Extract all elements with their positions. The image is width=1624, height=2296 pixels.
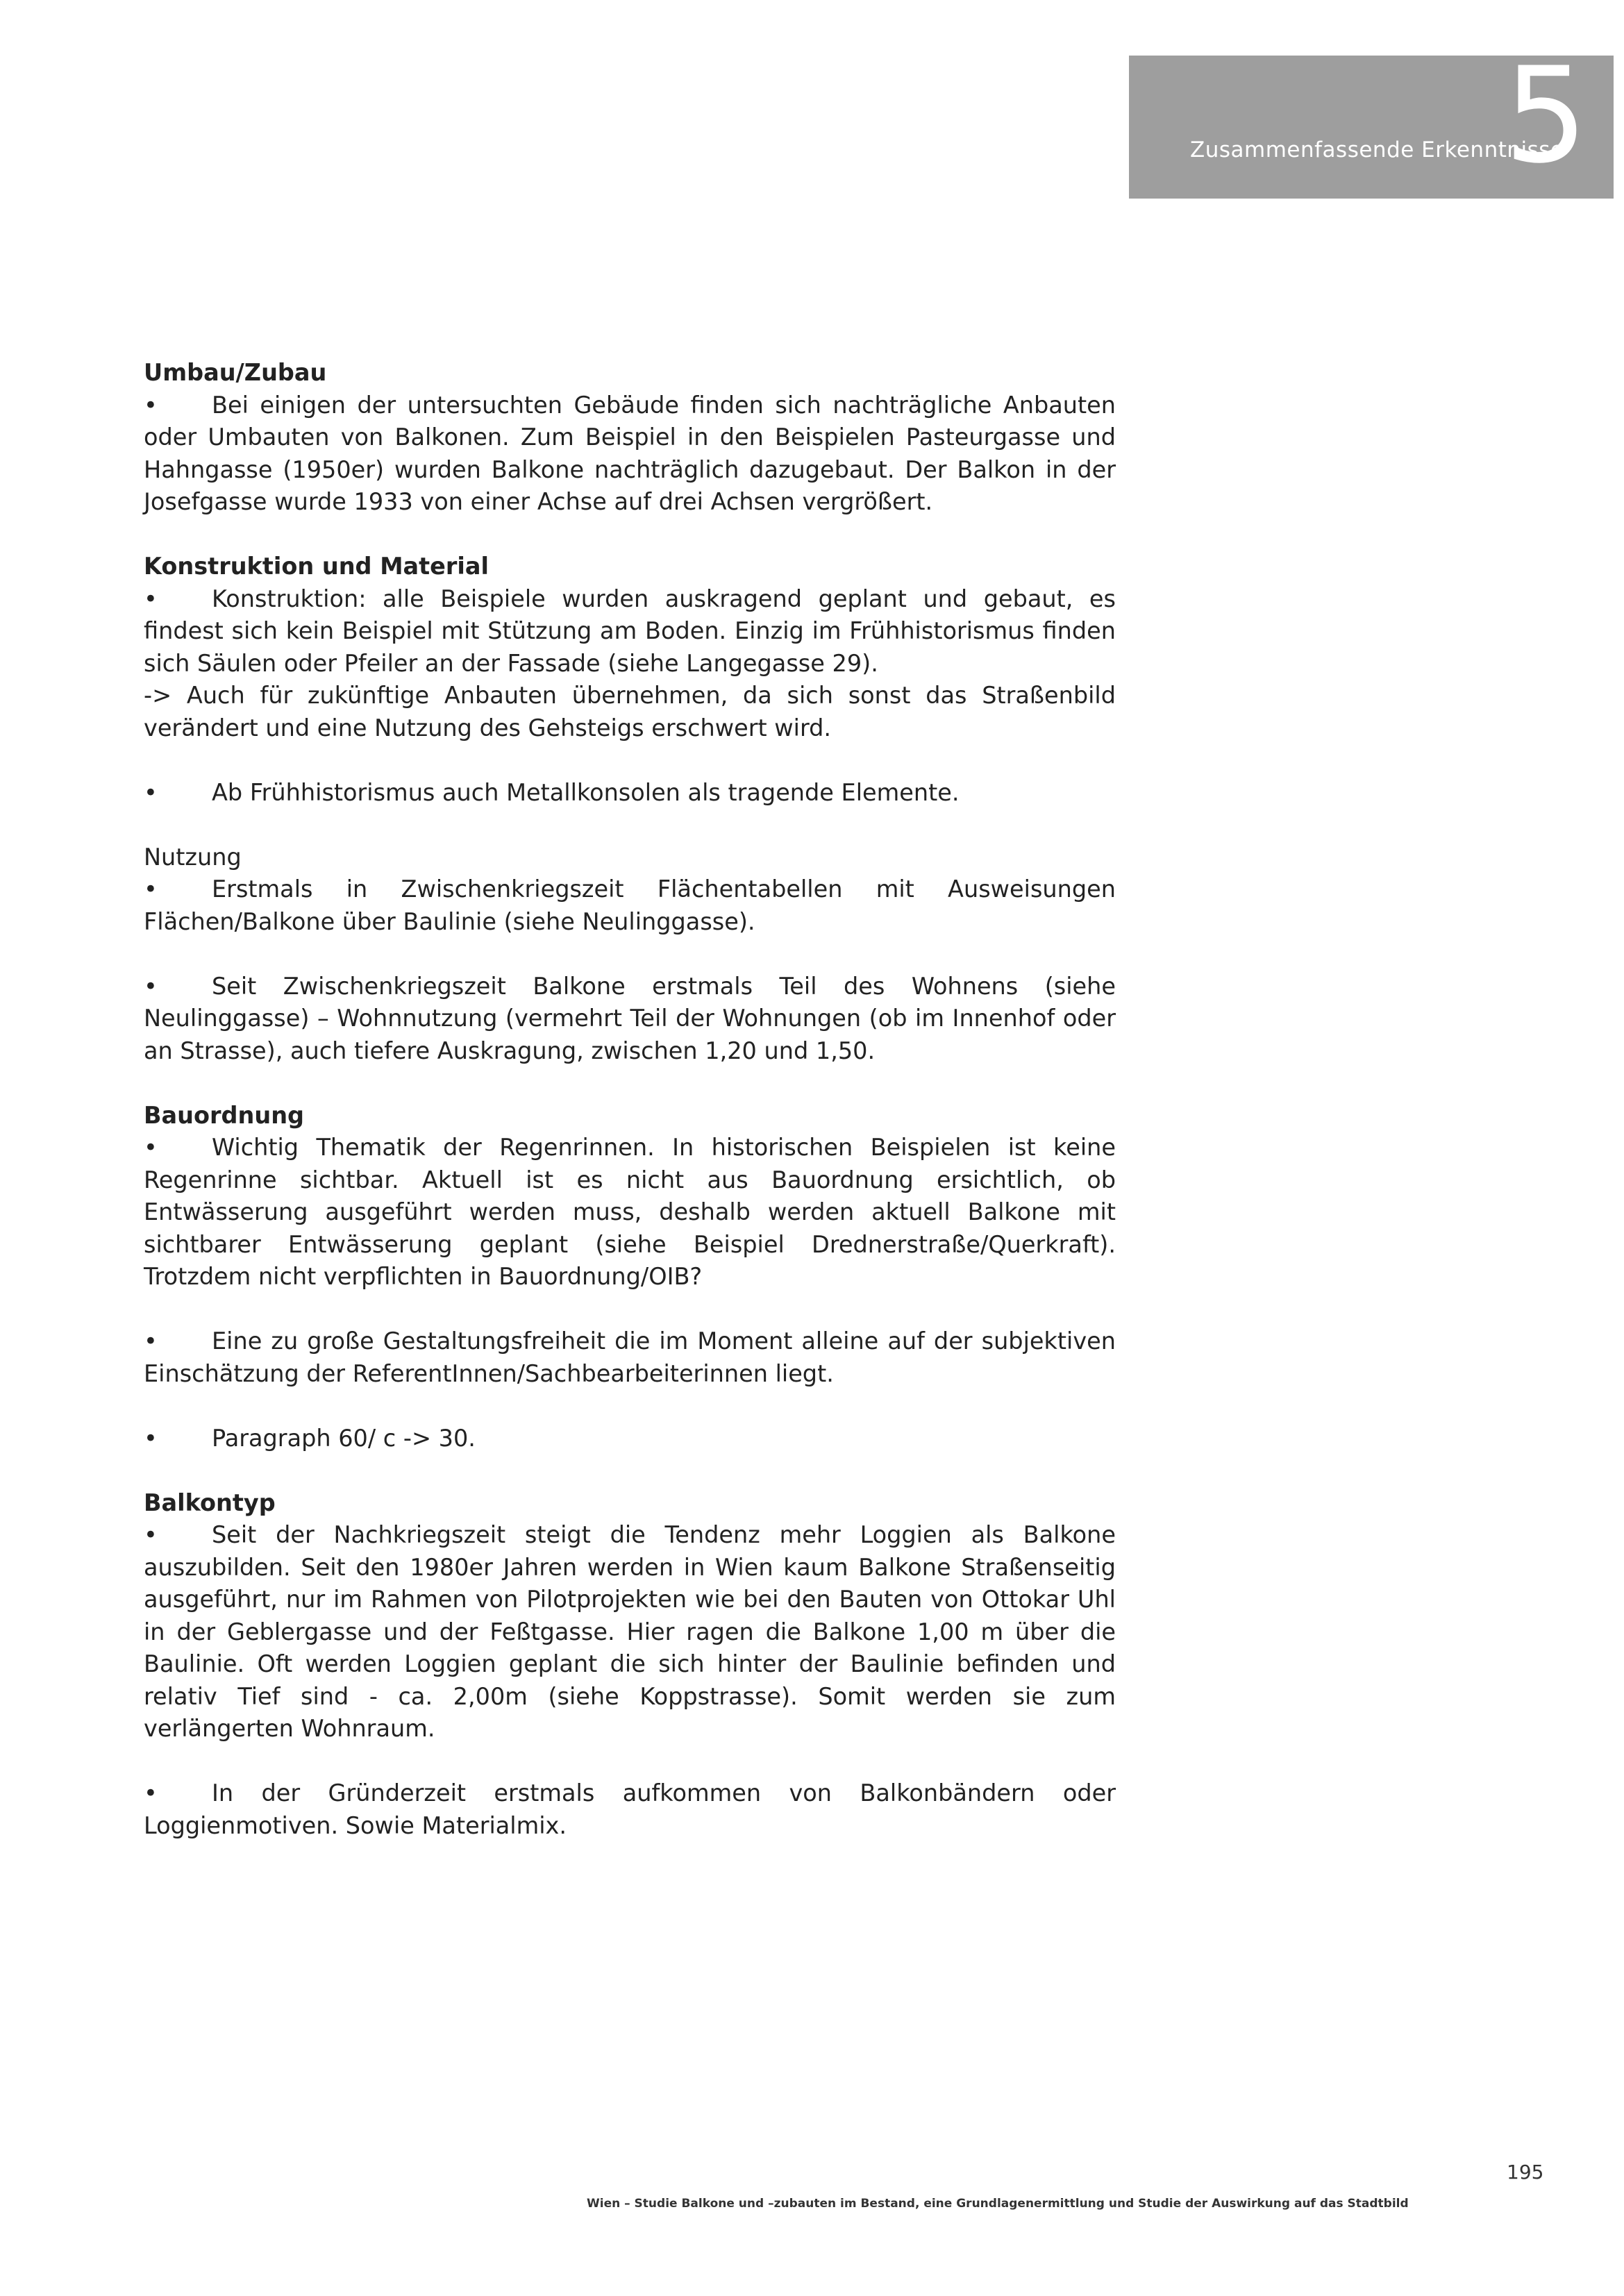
note-paragraph bbox=[144, 680, 1116, 744]
bullet-marker: • bbox=[144, 778, 158, 806]
section-bauordnung bbox=[144, 1100, 1116, 1455]
bullet-marker: • bbox=[144, 1327, 158, 1355]
chapter-title: Zusammenfassende Erkenntnisse bbox=[1190, 137, 1564, 162]
paragraph-text: -> Auch für zukünftige Anbauten übernehmen, da sich sonst das Straßenbild verändert und eine Nutzung des Gehsteigs erschwert wird. bbox=[144, 682, 1116, 741]
paragraph-text: Erstmals in Zwischenkriegszeit Flächentabellen mit Ausweisungen Flächen/Balkone über Baulinie (siehe Neulinggasse). bbox=[144, 875, 1116, 935]
section-heading: Nutzung bbox=[144, 843, 242, 871]
paragraph-text: Paragraph 60/ c -> 30. bbox=[212, 1424, 476, 1452]
paragraph-text: Ab Frühhistorismus auch Metallkonsolen als tragende Elemente. bbox=[212, 778, 960, 806]
paragraph-text: Seit Zwischenkriegszeit Balkone erstmals Teil des Wohnens (siehe Neulinggasse) – Wohnnutzung (vermehrt Teil der Wohnungen (ob im Innenhof oder an Strasse), auch tiefere Auskragung, zwischen 1,20 und 1,50. bbox=[144, 972, 1116, 1064]
bullet-marker: • bbox=[144, 972, 158, 1000]
bullet-marker: • bbox=[144, 585, 158, 612]
section-heading: Balkontyp bbox=[144, 1489, 276, 1516]
bullet-paragraph bbox=[144, 1132, 1116, 1293]
section-heading: Konstruktion und Material bbox=[144, 553, 489, 580]
paragraph-text: Eine zu große Gestaltungsfreiheit die im Moment alleine auf der subjektiven Einschätzung der ReferentInnen/Sachbearbeiterinnen liegt. bbox=[144, 1327, 1116, 1387]
bullet-marker: • bbox=[144, 391, 158, 419]
paragraph-text: Konstruktion: alle Beispiele wurden auskragend geplant und gebaut, es findest sich kein Beispiel mit Stützung am Boden. Einzig im Frühhistorismus finden sich Säulen oder Pfeiler an der Fassade (siehe Langegasse 29). bbox=[144, 585, 1116, 677]
bullet-marker: • bbox=[144, 875, 158, 903]
bullet-paragraph bbox=[144, 1519, 1116, 1745]
paragraph-text: Bei einigen der untersuchten Gebäude finden sich nachträgliche Anbauten oder Umbauten von Balkonen. Zum Beispiel in den Beispielen Pasteurgasse und Hahngasse (1950er) wurden Balkone nachträglich dazugebaut. Der Balkon in der Josefgasse wurde 1933 von einer Achse auf drei Achsen vergrößert. bbox=[144, 391, 1116, 515]
bullet-paragraph bbox=[144, 583, 1116, 680]
bullet-paragraph bbox=[144, 971, 1116, 1068]
page-number: 195 bbox=[1507, 2161, 1544, 2184]
section-heading: Bauordnung bbox=[144, 1101, 305, 1129]
bullet-paragraph bbox=[144, 777, 1116, 810]
section-umbau-zubau bbox=[144, 357, 1116, 519]
bullet-marker: • bbox=[144, 1779, 158, 1807]
chapter-header-tab bbox=[1129, 39, 1614, 199]
paragraph-text: Wichtig Thematik der Regenrinnen. In historischen Beispielen ist keine Regenrinne sichtbar. Aktuell ist es nicht aus Bauordnung ersichtlich, ob Entwässerung ausgeführt werden muss, deshalb werden aktuell Balkone mit sichtbarer Entwässerung geplant (siehe Beispiel Drednerstraße/Querkraft). Trotzdem nicht verpflichten in Bauordnung/OIB? bbox=[144, 1134, 1116, 1290]
bullet-paragraph bbox=[144, 389, 1116, 519]
main-content bbox=[144, 357, 1116, 1875]
bullet-paragraph bbox=[144, 1777, 1116, 1842]
bullet-marker: • bbox=[144, 1424, 158, 1452]
bullet-paragraph bbox=[144, 1423, 1116, 1455]
section-heading: Umbau/Zubau bbox=[144, 359, 327, 386]
chapter-number: 5 bbox=[1504, 39, 1588, 192]
section-nutzung bbox=[144, 841, 1116, 1068]
section-konstruktion-material bbox=[144, 551, 1116, 809]
bullet-paragraph bbox=[144, 873, 1116, 938]
section-balkontyp bbox=[144, 1487, 1116, 1843]
footer-text: Wien – Studie Balkone und –zubauten im Bestand, eine Grundlagenermittlung und Studie der Auswirkung auf das Stadtbild bbox=[587, 2197, 1409, 2211]
paragraph-text: Seit der Nachkriegszeit steigt die Tendenz mehr Loggien als Balkone auszubilden. Seit den 1980er Jahren werden in Wien kaum Balkone Straßenseitig ausgeführt, nur im Rahmen von Pilotprojekten wie bei den Bauten von Ottokar Uhl in der Geblergasse und der Feßtgasse. Hier ragen die Balkone 1,00 m über die Baulinie. Oft werden Loggien geplant die sich hinter der Baulinie befinden und relativ Tief sind - ca. 2,00m (siehe Koppstrasse). Somit werden sie zum verlängerten Wohnraum. bbox=[144, 1521, 1116, 1742]
paragraph-text: In der Gründerzeit erstmals aufkommen von Balkonbändern oder Loggienmotiven. Sowie Materialmix. bbox=[144, 1779, 1116, 1839]
bullet-paragraph bbox=[144, 1325, 1116, 1390]
bullet-marker: • bbox=[144, 1521, 158, 1548]
bullet-marker: • bbox=[144, 1134, 158, 1161]
